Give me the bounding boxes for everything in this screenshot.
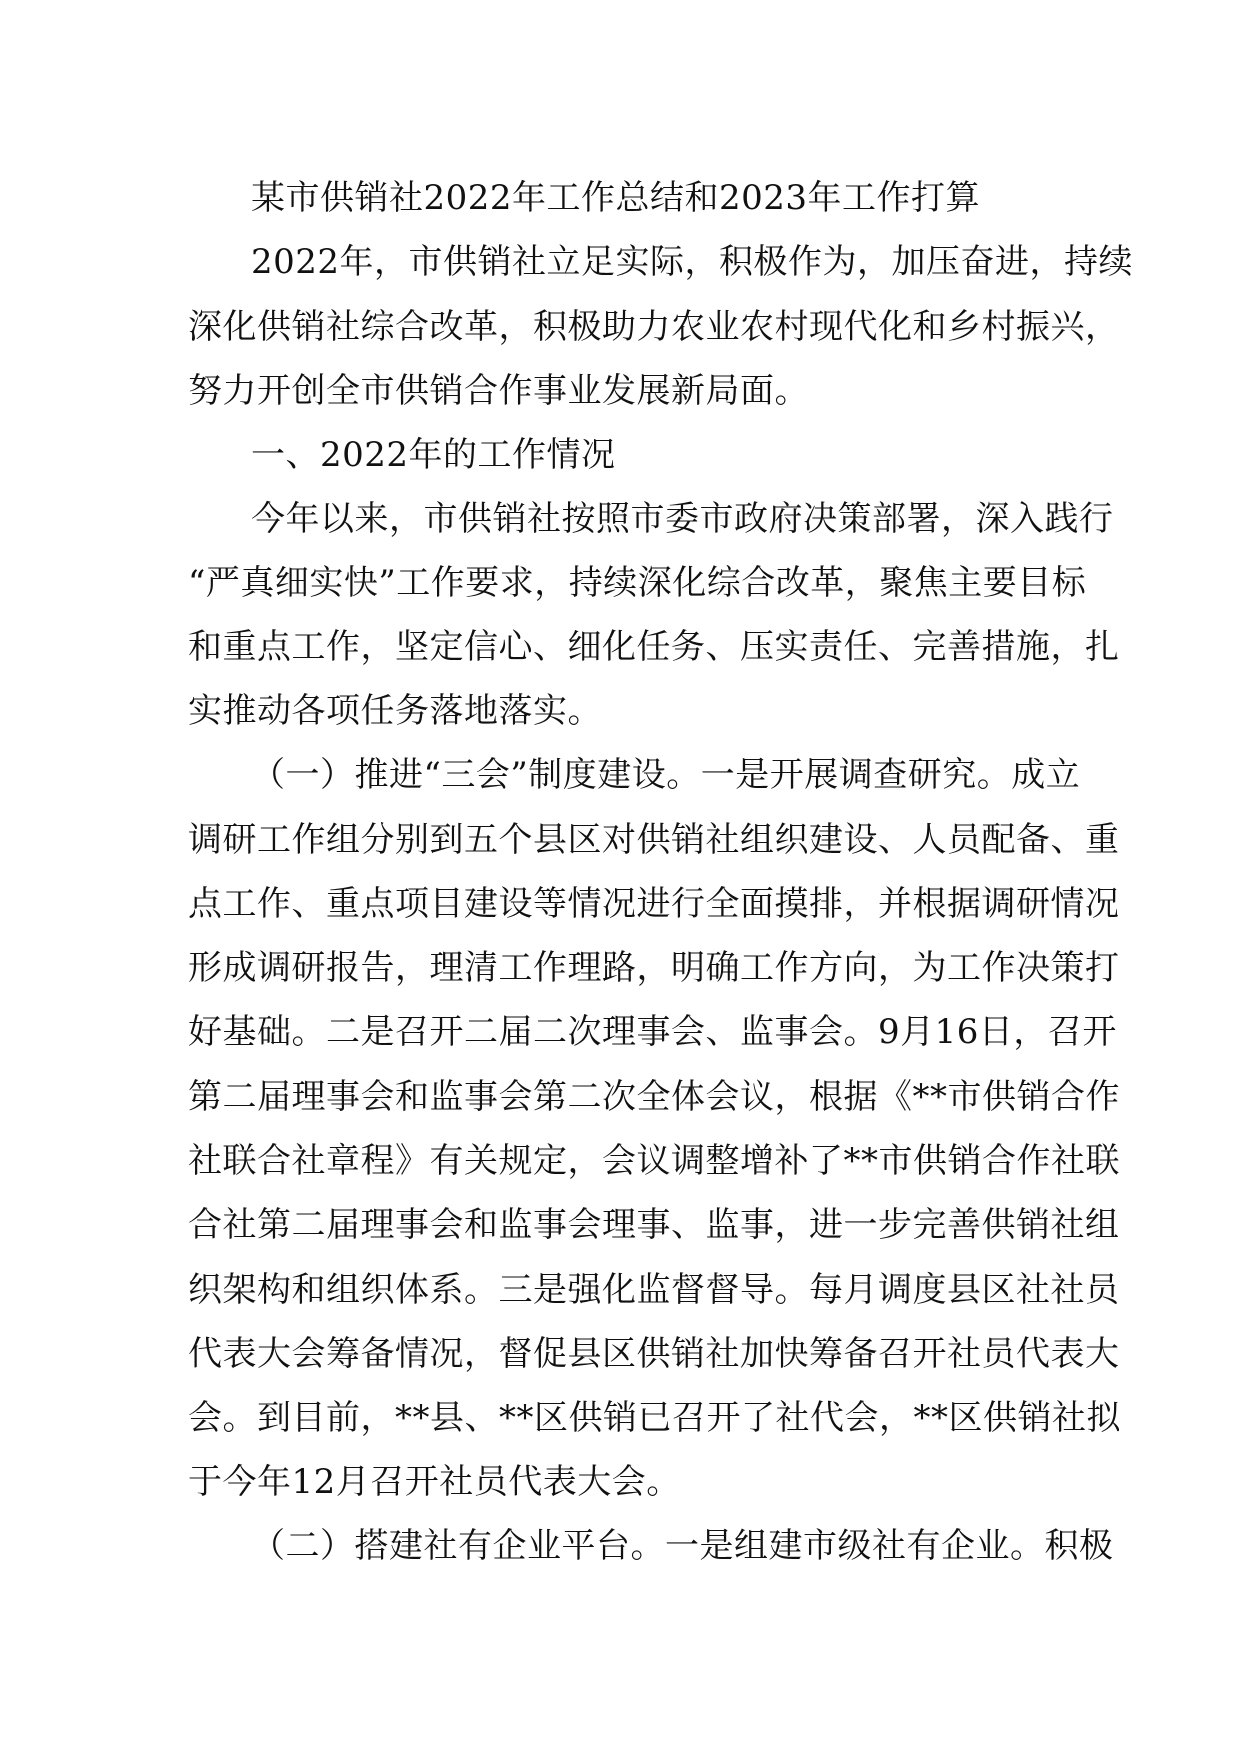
paragraph-line: 形成调研报告，理清工作理路，明确工作方向，为工作决策打	[188, 948, 1120, 988]
section-heading: 一、2022年的工作情况	[251, 435, 616, 475]
paragraph-line: 于今年12月召开社员代表大会。	[188, 1462, 681, 1502]
paragraph-line: “严真细实快”工作要求，持续深化综合改革，聚焦主要目标	[188, 563, 1087, 603]
paragraph-line: 社联合社章程》有关规定，会议调整增补了**市供销合作社联	[188, 1141, 1120, 1181]
paragraph-line: 会。到目前，**县、**区供销已召开了社代会，**区供销社拟	[188, 1398, 1121, 1438]
paragraph-line: （二）搭建社有企业平台。一是组建市级社有企业。积极	[251, 1526, 1114, 1566]
paragraph-line: 2022年，市供销社立足实际，积极作为，加压奋进，持续	[251, 242, 1134, 282]
paragraph-line: 第二届理事会和监事会第二次全体会议，根据《**市供销合作	[188, 1077, 1120, 1117]
paragraph-line: （一）推进“三会”制度建设。一是开展调查研究。成立	[251, 755, 1081, 795]
paragraph-line: 代表大会筹备情况，督促县区供销社加快筹备召开社员代表大	[188, 1334, 1120, 1374]
paragraph-line: 深化供销社综合改革，积极助力农业农村现代化和乡村振兴，	[188, 307, 1120, 347]
paragraph-line: 实推动各项任务落地落实。	[188, 691, 602, 731]
paragraph-line: 努力开创全市供销合作事业发展新局面。	[188, 371, 809, 411]
paragraph-line: 织架构和组织体系。三是强化监督督导。每月调度县区社社员	[188, 1270, 1120, 1310]
paragraph-line: 调研工作组分别到五个县区对供销社组织建设、人员配备、重	[188, 820, 1120, 860]
paragraph-line: 合社第二届理事会和监事会理事、监事，进一步完善供销社组	[188, 1205, 1120, 1245]
paragraph-line: 好基础。二是召开二届二次理事会、监事会。9月16日，召开	[188, 1012, 1117, 1052]
paragraph-line: 和重点工作，坚定信心、细化任务、压实责任、完善措施，扎	[188, 627, 1120, 667]
document-title: 某市供销社2022年工作总结和2023年工作打算	[251, 178, 981, 218]
paragraph-line: 点工作、重点项目建设等情况进行全面摸排，并根据调研情况	[188, 884, 1120, 924]
paragraph-line: 今年以来，市供销社按照市委市政府决策部署，深入践行	[251, 499, 1114, 539]
